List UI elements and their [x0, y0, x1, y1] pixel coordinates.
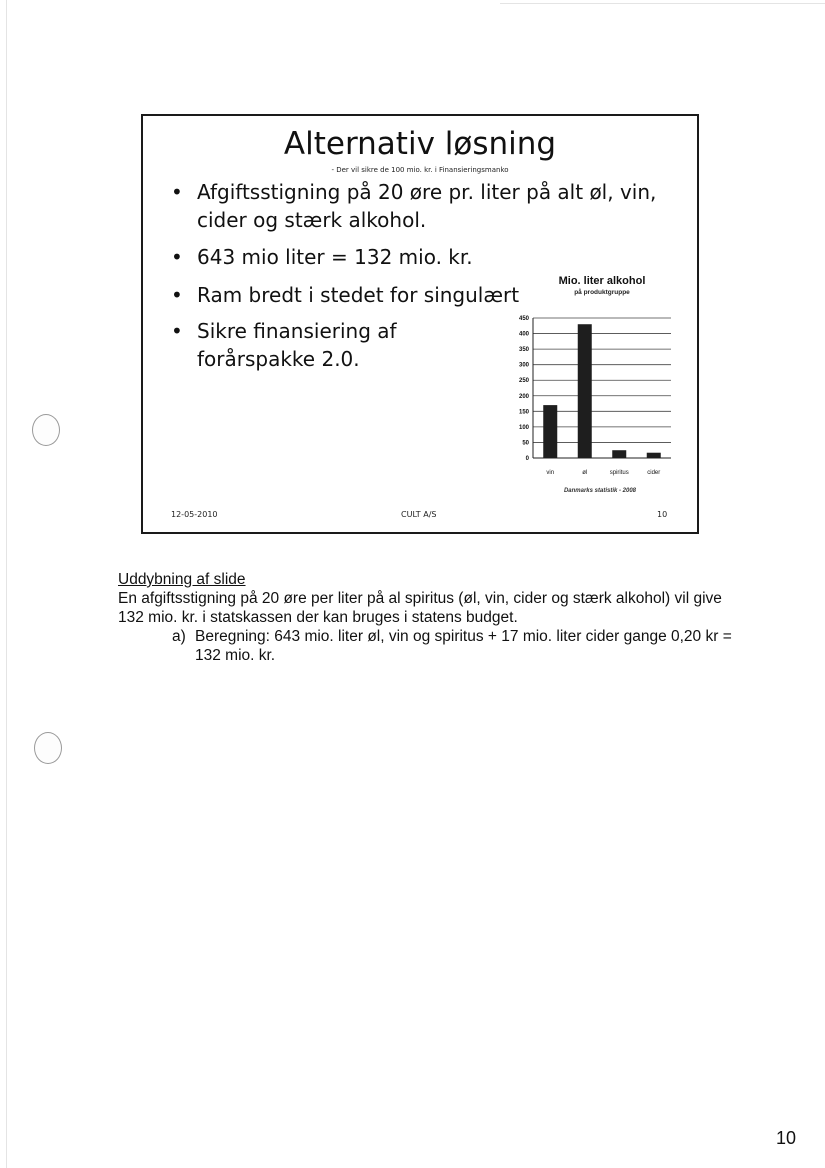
- notes-heading: Uddybning af slide: [118, 571, 246, 588]
- page-edge-top: [500, 3, 825, 4]
- slide-title: Alternativ løsning: [283, 126, 557, 162]
- chart-y-tick-label: 450: [518, 316, 529, 322]
- notes-list-text: Beregning: 643 mio. liter øl, vin og spiritus + 17 mio. liter cider gange 0,20 kr = 132 mio. kr.: [195, 628, 732, 664]
- chart-x-tick-label: cider: [647, 470, 661, 476]
- punch-hole-upper: [32, 414, 60, 446]
- chart-y-tick-label: 250: [518, 378, 529, 385]
- chart-subtitle: på produktgruppe: [574, 289, 630, 296]
- chart-bar: [647, 453, 661, 458]
- notes-list: [118, 627, 738, 665]
- page-number: 10: [776, 1128, 797, 1148]
- chart-y-tick-label: 350: [518, 347, 529, 354]
- chart-bar: [612, 450, 626, 458]
- chart-y-tick-label: 100: [518, 424, 529, 431]
- chart-y-tick-label: 150: [518, 409, 529, 416]
- slide-bullet: • 643 mio liter = 132 mio. kr.: [169, 243, 694, 271]
- notes-paragraph: En afgiftsstigning på 20 øre per liter på al spiritus (øl, vin, cider og stærk alkohol) vil give 132 mio. kr. i statskassen der kan bruges i statens budget.: [118, 590, 722, 626]
- chart-y-tick-label: 400: [518, 331, 529, 338]
- slide-bullet: • Afgiftsstigning på 20 øre pr. liter på alt øl, vin, cider og stærk alkohol.: [169, 178, 697, 234]
- notes-section: [118, 570, 738, 665]
- punch-hole-lower: [34, 732, 62, 764]
- notes-list-marker: a): [172, 628, 186, 645]
- slide-footer-number: 10: [657, 510, 668, 519]
- chart-y-tick-label: 0: [525, 456, 529, 462]
- chart-y-tick-label: 50: [522, 440, 529, 447]
- chart-bar: [543, 405, 557, 458]
- chart-x-tick-label: øl: [582, 470, 588, 476]
- chart-y-tick-label: 200: [518, 393, 529, 400]
- chart-x-tick-label: spiritus: [609, 470, 629, 476]
- slide-bullet: • Sikre finansiering af forårspakke 2.0.: [169, 317, 427, 373]
- bar-chart: [505, 312, 675, 484]
- chart-bar: [578, 324, 592, 458]
- notes-list-item: [118, 627, 738, 665]
- slide-frame: [141, 114, 699, 534]
- slide-subtitle: - Der vil sikre de 100 mio. kr. i Finansieringsmanko: [331, 166, 509, 174]
- chart-y-tick-label: 300: [518, 362, 529, 369]
- chart-source: Danmarks statistik - 2008: [563, 488, 637, 494]
- chart-title: Mio. liter alkohol: [558, 275, 646, 287]
- slide-bullet: • Ram bredt i stedet for singulært: [169, 281, 527, 309]
- slide-footer-company: CULT A/S: [401, 510, 437, 519]
- slide-footer-date: 12-05-2010: [171, 510, 218, 519]
- chart-x-tick-label: vin: [546, 470, 555, 476]
- page-edge-left: [6, 0, 7, 1168]
